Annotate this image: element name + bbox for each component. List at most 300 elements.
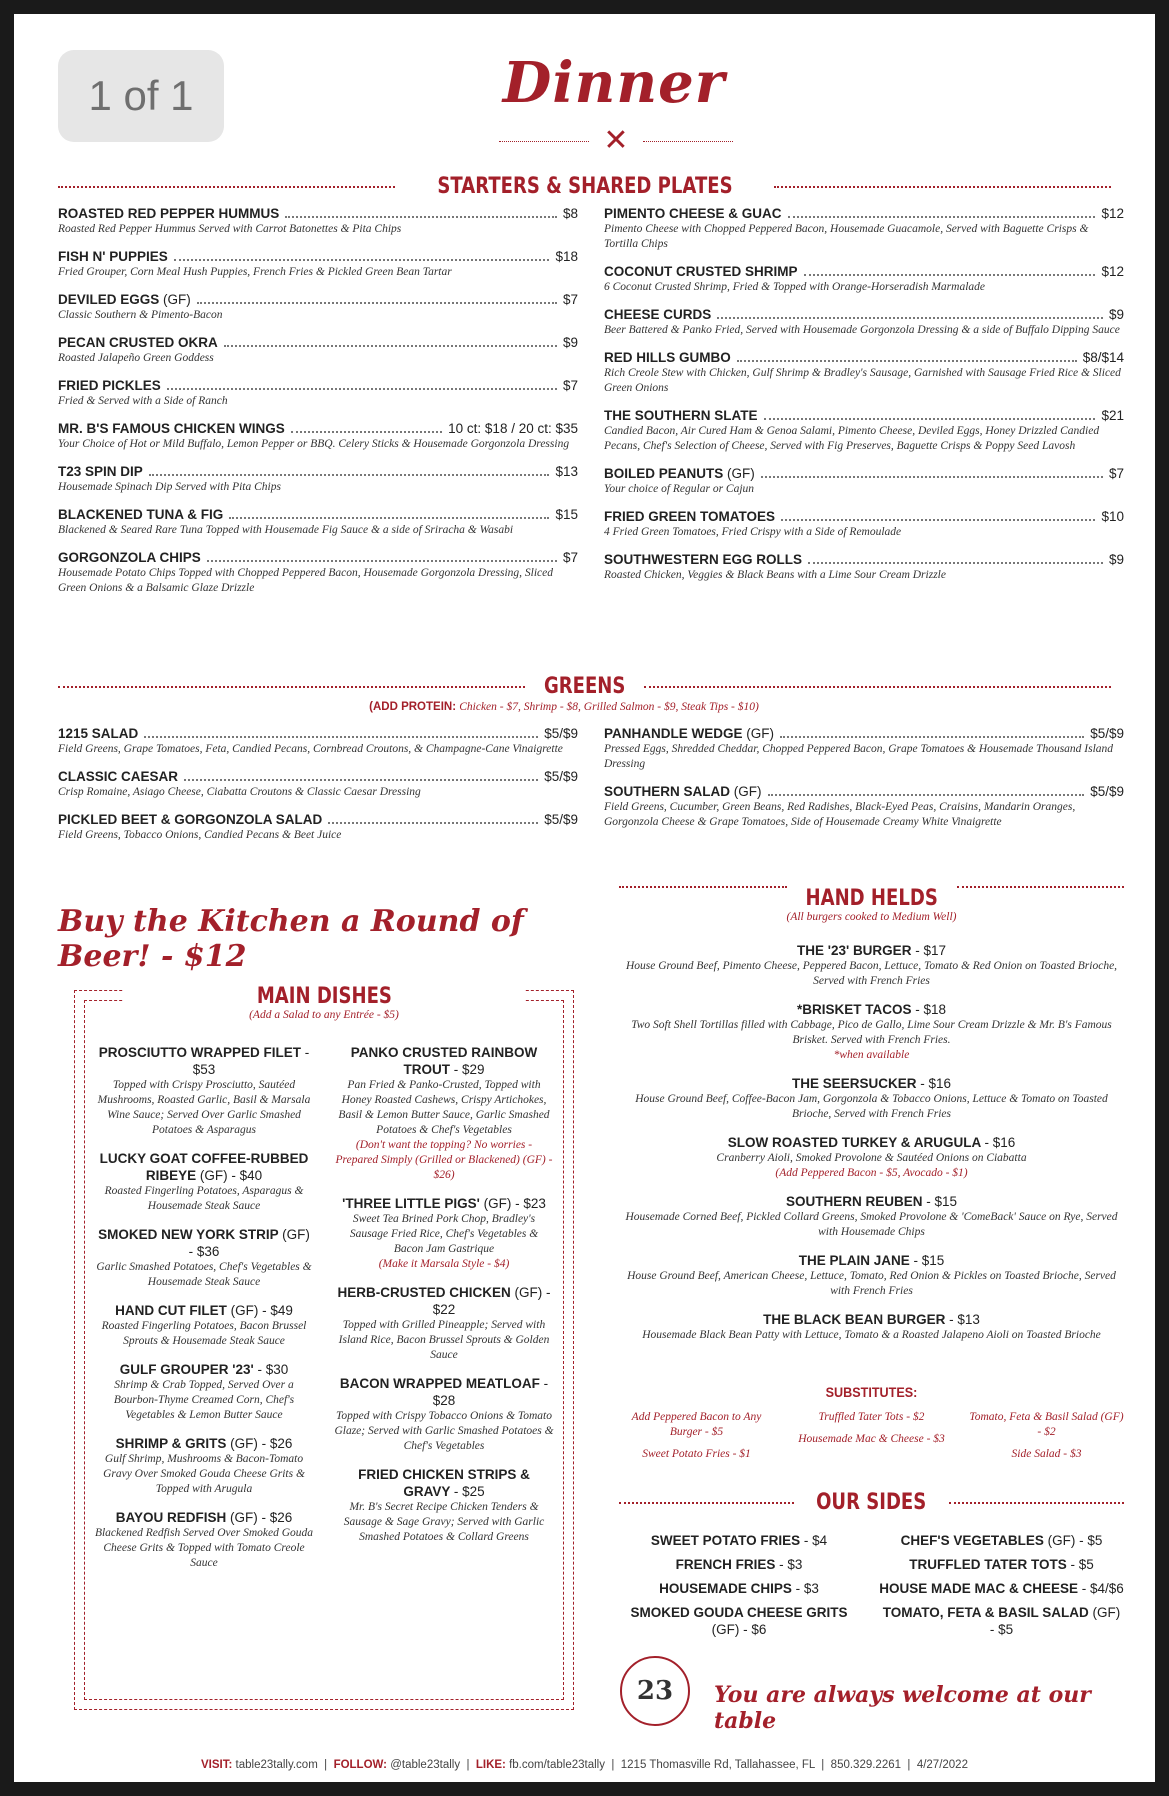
dot-leader [717,317,1103,319]
menu-item [619,1252,1124,1299]
social-handle[interactable]: @table23tally [390,1759,461,1771]
menu-item-row [58,421,578,436]
dot-leader [808,562,1103,564]
menu-item-price: $7 [562,378,578,393]
menu-item-description: Roasted Fingerling Potatoes, Bacon Brussel Sprouts & Housemade Steak Sauce [101,1320,307,1347]
menu-item-description: Topped with Crispy Prosciutto, Sautéed Mushrooms, Roasted Garlic, Basil & Marsala Wine Sauce; Served Over Garlic Smashed Potatoes & Asparagus [97,1079,311,1136]
menu-item-price: - $26 [261,1436,293,1451]
menu-item-title [334,1375,554,1409]
item-name: PECAN CRUSTED OKRA [58,335,218,350]
menu-item [619,942,1124,989]
menu-item-price: - $29 [453,1062,485,1077]
menu-item-row [58,507,578,522]
menu-item [334,1195,554,1272]
substitute-option: Add Peppered Bacon to Any Burger - $5 [631,1411,762,1438]
item-name: 1215 SALAD [58,726,139,741]
substitute-option: Truffled Tater Tots - $2 [818,1411,925,1423]
dot-leader [144,736,538,738]
side-name: HOUSEMADE CHIPS [659,1581,792,1596]
menu-item-description: Roasted Chicken, Veggies & Black Beans with a Lime Sour Cream Drizzle [604,569,946,581]
menu-item [604,466,1124,497]
menu-item [58,464,578,495]
menu-item-note: *when available [833,1049,910,1061]
menu-item-price: - $13 [949,1312,980,1327]
menu-item-price: $7 [1108,466,1124,481]
menu-item [58,812,578,843]
menu-item [58,421,578,452]
item-name: SOUTHERN SALAD [604,784,731,799]
menu-item-description: Field Greens, Grape Tomatoes, Feta, Candied Pecans, Cornbread Croutons, & Champagne-Cane Vinaigrette [58,743,563,755]
side-item [879,1556,1124,1573]
item-name: THE PLAIN JANE [798,1253,910,1268]
menu-item-price: $18 [555,249,578,264]
menu-item-price: $7 [562,292,578,307]
gluten-free-tag: (GF) [483,1196,512,1211]
menu-item-description: Pressed Eggs, Shredded Cheddar, Chopped Peppered Bacon, Grape Tomatoes & Housemade Thousand Island Dressing [604,743,1114,770]
menu-item-name [58,507,223,522]
menu-item [58,335,578,366]
menu-item-title [94,1044,314,1078]
menu-item [94,1302,314,1349]
menu-item-row [604,466,1124,481]
dot-leader [761,476,1103,478]
item-name: FRIED GREEN TOMATOES [604,509,776,524]
menu-item [94,1435,314,1497]
gluten-free-tag: (GF) [1092,1605,1121,1620]
gluten-free-tag: (GF) [746,726,775,741]
menu-item-description: Pimento Cheese with Chopped Peppered Bacon, Housemade Guacamole, Served with Baguette Crisps & Tortilla Chips [604,223,1089,250]
side-name: TOMATO, FETA & BASIL SALAD [882,1605,1089,1620]
gluten-free-tag: (GF) [199,1168,228,1183]
menu-item-title [334,1044,554,1078]
menu-item-description: House Ground Beef, Pimento Cheese, Peppered Bacon, Lettuce, Tomato & Red Onion on Toasted Brioche, Served with French Fries [625,960,1118,987]
item-name: HAND CUT FILET [115,1303,227,1318]
menu-item-description: 6 Coconut Crusted Shrimp, Fried & Topped with Orange-Horseradish Marmalade [604,281,985,293]
menu-item-description: Your choice of Regular or Cajun [604,483,755,495]
menu-item-description: Sweet Tea Brined Pork Chop, Bradley's Sausage Fried Rice, Chef's Vegetables & Bacon Jam Gastrique [349,1213,539,1255]
substitutes-col-2 [794,1410,949,1454]
starters-right-column [604,206,1124,595]
menu-item-description: Housemade Corned Beef, Pickled Collard Greens, Smoked Provolone & 'ComeBack' Sauce on Rye, Served with Housemade Chips [625,1211,1118,1238]
menu-item [58,507,578,538]
menu-item-price: $5/$9 [544,769,578,784]
menu-date: 4/27/2022 [916,1759,968,1771]
menu-item [619,1134,1124,1181]
dot-leader [197,302,557,304]
menu-item-name [58,335,218,350]
menu-item-description: Mr. B's Secret Recipe Chicken Tenders & Sausage & Sage Gravy; Served with Garlic Smashed Potatoes & Collard Greens [343,1501,545,1543]
beer-promo: Buy the Kitchen a Round of Beer! - $12 [58,904,524,974]
menu-item-description: Garlic Smashed Potatoes, Chef's Vegetables & Housemade Steak Sauce [96,1261,312,1288]
item-name: DEVILED EGGS [58,292,160,307]
menu-item [58,769,578,800]
menu-item-row [58,335,578,350]
item-name: HERB-CRUSTED CHICKEN [337,1285,511,1300]
menu-item-price: - $26 [261,1510,293,1525]
menu-item-price: $5/$9 [1090,784,1124,799]
item-name: THE SOUTHERN SLATE [604,408,758,423]
main-dishes-heading: MAIN DISHES (Add a Salad to any Entrée - $5) [124,984,524,1021]
website-link[interactable]: table23tally.com [235,1759,318,1771]
side-price: - $4 [803,1533,828,1548]
menu-item [604,264,1124,295]
starters-left-column [58,206,578,608]
dot-leader [224,345,557,347]
menu-item [604,307,1124,338]
menu-item [58,206,578,237]
menu-item-description: Beer Battered & Panko Fried, Served with Housemade Gorgonzola Dressing & a side of Buffalo Dipping Sauce [604,324,1120,336]
item-name: SHRIMP & GRITS [115,1436,227,1451]
menu-item-row [58,206,578,221]
gluten-free-tag: (GF) [230,1436,258,1451]
phone: 850.329.2261 [830,1759,902,1771]
greens-heading: GREENS [58,674,1111,699]
menu-item [604,509,1124,540]
menu-item-name [604,408,758,423]
menu-item-description: Pan Fried & Panko-Crusted, Topped with Honey Roasted Cashews, Crispy Artichokes, Basil & Lemon Butter Sauce, Garlic Smashed Potatoes & Chef's Vegetables [338,1079,550,1136]
item-name: T23 SPIN DIP [58,464,143,479]
item-name: FISH N' PUPPIES [58,249,168,264]
menu-item-description: Roasted Jalapeño Green Goddess [58,352,214,364]
side-item [879,1532,1124,1549]
item-name: SOUTHWESTERN EGG ROLLS [604,552,803,567]
menu-item [334,1284,554,1363]
menu-item [94,1150,314,1214]
side-price: - $4/$6 [1081,1581,1124,1596]
dot-leader [174,259,550,261]
menu-item [604,726,1124,772]
menu-item-description: Housemade Spinach Dip Served with Pita Chips [58,481,281,493]
menu-item-price: $9 [1108,552,1124,567]
menu-item [94,1509,314,1571]
menu-item-name [58,206,279,221]
menu-item-name [58,421,285,436]
gluten-free-tag: (GF) [733,784,762,799]
tagline: You are always welcome at our table [714,1682,1091,1734]
menu-item-price: $8 [562,206,578,221]
menu-item-row [604,726,1124,741]
item-name: MR. B'S FAMOUS CHICKEN WINGS [58,421,285,436]
side-item [619,1556,859,1573]
gluten-free-tag: (GF) [514,1285,543,1300]
menu-page [14,14,1155,1782]
menu-item [334,1044,554,1183]
substitute-option: Tomato, Feta & Basil Salad (GF) - $2 [969,1411,1124,1438]
substitutes-col-3 [969,1410,1124,1469]
menu-item-name [58,769,178,784]
menu-item-row [604,408,1124,423]
footer: VISIT: table23tally.com | FOLLOW: @table23tally | LIKE: fb.com/table23tally | 1215 Thomasville Rd, Tallahassee, FL | 850.329.2261 | 4/27/2022 [201,1759,968,1771]
menu-item-name [604,307,711,322]
menu-item-row [58,769,578,784]
menu-item-name [58,726,138,741]
menu-item-title [94,1226,314,1260]
item-name: CLASSIC CAESAR [58,769,179,784]
crossed-utensils-icon: ✕ [603,124,629,157]
menu-item-price: - $16 [984,1135,1016,1150]
menu-item-row [58,249,578,264]
menu-item-name [58,292,191,307]
side-item [619,1580,859,1597]
menu-item-price: - $25 [453,1484,485,1499]
menu-item-price: - $15 [913,1253,945,1268]
menu-item-row [604,264,1124,279]
menu-item-title [619,1075,1124,1092]
menu-item-title [619,1001,1124,1018]
menu-item-name [58,812,322,827]
main-dishes-left-column [94,1044,314,1583]
menu-item-title [334,1284,554,1318]
side-name: TRUFFLED TATER TOTS [909,1557,1067,1572]
menu-item [619,1311,1124,1343]
table-23-logo: 23 [620,1656,690,1726]
dot-leader [207,560,557,562]
menu-item [604,784,1124,830]
item-name: PICKLED BEET & GORGONZOLA SALAD [58,812,323,827]
menu-item-description: Gulf Shrimp, Mushrooms & Bacon-Tomato Gravy Over Smoked Gouda Cheese Grits & Topped with Arugula [103,1453,305,1495]
menu-item-title [619,942,1124,959]
menu-item-row [604,350,1124,365]
menu-item-title [94,1361,314,1378]
menu-item [58,292,578,323]
menu-item-price: - $15 [926,1194,958,1209]
side-item [619,1532,859,1549]
menu-item-price: - $23 [515,1196,546,1211]
item-name: 'THREE LITTLE PIGS' [342,1196,480,1211]
menu-item-price: $12 [1101,264,1124,279]
menu-item-name [58,378,161,393]
menu-item-name [604,726,774,741]
dot-leader [328,822,538,824]
dot-leader [780,736,1084,738]
item-name: THE SEERSUCKER [791,1076,917,1091]
page-indicator: 1 of 1 [58,50,224,142]
menu-item-price: - $49 [262,1303,293,1318]
menu-item-description: Cranberry Aioli, Smoked Provolone & Sautéed Onions on Ciabatta [716,1152,1027,1164]
menu-item-price: - $16 [920,1076,952,1091]
menu-item-row [58,292,578,307]
menu-item-description: Fried Grouper, Corn Meal Hush Puppies, French Fries & Pickled Green Bean Tartar [58,266,452,278]
menu-item [94,1226,314,1290]
item-name: SLOW ROASTED TURKEY & ARUGULA [727,1135,981,1150]
dot-leader [229,517,549,519]
menu-item-description: Field Greens, Cucumber, Green Beans, Red Radishes, Black-Eyed Peas, Craisins, Mandarin Oranges, Gorgonzola Cheese & Grape Tomatoes, Side of Housemade Creamy White Vinaigrette [604,801,1076,828]
item-name: COCONUT CRUSTED SHRIMP [604,264,798,279]
menu-item [604,350,1124,396]
menu-item-description: Candied Bacon, Air Cured Ham & Genoa Salami, Pimento Cheese, Deviled Eggs, Honey Drizzled Candied Pecans, Chef's Selection of Cheese, Served with Fig Preserves, Baguette Crisps & Poppy Seed Lavosh [604,425,1100,452]
starters-heading: STARTERS & SHARED PLATES [58,174,1111,199]
side-price: - $3 [795,1581,819,1596]
facebook-link[interactable]: fb.com/table23tally [509,1759,605,1771]
substitute-option: Housemade Mac & Cheese - $3 [798,1433,945,1445]
menu-item-price: $5/$9 [1090,726,1124,741]
item-name: GULF GROUPER '23' [119,1362,254,1377]
substitutes-heading: SUBSTITUTES: [825,1384,918,1400]
side-name: CHEF'S VEGETABLES [900,1533,1044,1548]
item-name: *BRISKET TACOS [796,1002,912,1017]
menu-item-description: Crisp Romaine, Asiago Cheese, Ciabatta Croutons & Classic Caesar Dressing [58,786,421,798]
gluten-free-tag: (GF) [163,292,191,307]
gluten-free-tag: (GF) [727,466,755,481]
menu-item-price: 10 ct: $18 / 20 ct: $35 [448,421,578,436]
menu-item [58,249,578,280]
main-dishes-right-column [334,1044,554,1557]
address: 1215 Thomasville Rd, Tallahassee, FL [620,1759,815,1771]
item-name: BAYOU REDFISH [115,1510,227,1525]
item-name: THE '23' BURGER [797,943,912,958]
dot-leader [184,779,538,781]
menu-item-row [58,464,578,479]
menu-item-description: House Ground Beef, Coffee-Bacon Jam, Gorgonzola & Tobacco Onions, Lettuce & Tomato on Toasted Brioche, Served with French Fries [635,1093,1108,1120]
menu-item-row [604,784,1124,799]
gluten-free-tag: (GF) [230,1303,259,1318]
menu-item-name [604,552,802,567]
menu-item-row [604,206,1124,221]
dot-leader [167,388,557,390]
dot-leader [781,519,1095,521]
item-name: SOUTHERN REUBEN [785,1194,923,1209]
menu-item-note: (Make it Marsala Style - $4) [378,1258,510,1270]
menu-item [58,726,578,757]
dot-leader [737,360,1077,362]
menu-item-price: $5/$9 [544,812,578,827]
item-name: CHEESE CURDS [604,307,712,322]
menu-item-description: Rich Creole Stew with Chicken, Gulf Shrimp & Bradley's Sausage, Garnished with Sausage Fried Rice & Sliced Green Onions [604,367,1121,394]
menu-item-title [619,1311,1124,1328]
menu-item [58,550,578,596]
menu-item-row [604,509,1124,524]
menu-item-name [604,350,731,365]
menu-item-note: (Add Peppered Bacon - $5, Avocado - $1) [775,1167,968,1179]
item-name: PIMENTO CHEESE & GUAC [604,206,782,221]
sides-left-column [619,1532,859,1645]
hand-helds-heading: HAND HELDS (All burgers cooked to Medium Well) [786,886,957,923]
side-name: SWEET POTATO FRIES [650,1533,801,1548]
menu-item-description: Roasted Red Pepper Hummus Served with Carrot Batonettes & Pita Chips [58,223,402,235]
menu-item-description: Housemade Potato Chips Topped with Chopped Peppered Bacon, Housemade Gorgonzola Dressing, Sliced Green Onions & a Balsamic Glaze Drizzle [58,567,553,594]
menu-item-price: - $36 [188,1244,220,1259]
menu-item-price: - $28 [432,1376,549,1408]
item-name: THE BLACK BEAN BURGER [763,1312,946,1327]
dot-leader [788,216,1096,218]
menu-item-name [58,550,201,565]
menu-item [94,1361,314,1423]
menu-item-description: Classic Southern & Pimento-Bacon [58,309,223,321]
menu-item-note: (Don't want the topping? No worries - Prepared Simply (Grilled or Blackened) (GF) - $26) [335,1139,553,1181]
menu-item-name [604,264,798,279]
menu-item [334,1375,554,1454]
side-name: FRENCH FRIES [675,1557,776,1572]
menu-item [94,1044,314,1138]
menu-item-price: $7 [562,550,578,565]
gluten-free-tag: (GF) [230,1510,258,1525]
substitute-option: Sweet Potato Fries - $1 [642,1448,751,1460]
menu-item-description: Roasted Fingerling Potatoes, Asparagus & Housemade Steak Sauce [104,1185,304,1212]
item-name: PROSCIUTTO WRAPPED FILET [98,1045,301,1060]
side-price: - $5 [989,1622,1014,1637]
menu-item-row [604,552,1124,567]
menu-item [58,378,578,409]
menu-item-description: Your Choice of Hot or Mild Buffalo, Lemon Pepper or BBQ. Celery Sticks & Housemade Gorgonzola Dressing [58,438,570,450]
side-price: - $5 [1070,1557,1094,1572]
dot-leader [149,474,550,476]
item-name: FRIED PICKLES [58,378,161,393]
dot-leader [285,216,557,218]
item-name: SMOKED NEW YORK STRIP [98,1227,279,1242]
item-name: BOILED PEANUTS [604,466,724,481]
menu-item-price: - $40 [231,1168,263,1183]
menu-item [604,206,1124,252]
menu-title: Dinner [502,50,726,116]
menu-item-description: Topped with Crispy Tobacco Onions & Tomato Glaze; Served with Garlic Smashed Potatoes & Chef's Vegetables [334,1410,554,1452]
menu-item-price: $21 [1101,408,1124,423]
menu-item [619,1075,1124,1122]
side-price: - $5 [1079,1533,1103,1548]
item-name: BACON WRAPPED MEATLOAF [339,1376,540,1391]
menu-item-description: Topped with Grilled Pineapple; Served with Island Rice, Bacon Brussel Sprouts & Golden Sauce [338,1319,550,1361]
greens-left-column [58,726,578,855]
menu-item-title [619,1252,1124,1269]
side-item [879,1604,1124,1638]
menu-item-name [604,509,775,524]
menu-item-description: Fried & Served with a Side of Ranch [58,395,228,407]
item-name: LUCKY GOAT COFFEE-RUBBED RIBEYE [99,1151,309,1183]
menu-item-title [334,1195,554,1212]
side-item [879,1580,1124,1597]
gluten-free-tag: (GF) [1047,1533,1076,1548]
menu-item-title [619,1193,1124,1210]
side-item [619,1604,859,1638]
menu-item-title [334,1466,554,1500]
menu-item [619,1193,1124,1240]
dot-leader [291,431,442,433]
menu-item-description: Blackened & Seared Rare Tuna Topped with Housemade Fig Sauce & a side of Sriracha & Wasabi [58,524,514,536]
menu-item-title [94,1150,314,1184]
menu-item-price: - $18 [915,1002,947,1017]
gluten-free-tag: (GF) [711,1622,740,1637]
menu-item-price: $12 [1101,206,1124,221]
menu-item-description: Housemade Black Bean Patty with Lettuce, Tomato & a Roasted Jalapeno Aioli on Toasted Brioche [642,1329,1101,1341]
side-name: HOUSE MADE MAC & CHEESE [879,1581,1078,1596]
item-name: GORGONZOLA CHIPS [58,550,201,565]
greens-right-column [604,726,1124,842]
menu-item-price: $15 [555,507,578,522]
item-name: PANKO CRUSTED RAINBOW TROUT [350,1045,538,1077]
menu-item [604,408,1124,454]
menu-item-price: $13 [555,464,578,479]
menu-item-price: $9 [1108,307,1124,322]
side-price: - $3 [779,1557,803,1572]
menu-item-price: - $53 [192,1045,310,1077]
menu-item-name [604,206,782,221]
menu-item-description: House Ground Beef, American Cheese, Lettuce, Tomato, Red Onion & Pickles on Toasted Brioche, Served with French Fries [627,1270,1116,1297]
side-price: - $6 [743,1622,767,1637]
greens-add-protein: (ADD PROTEIN: Chicken - $7, Shrimp - $8, Grilled Salmon - $9, Steak Tips - $10) [369,701,759,713]
menu-item-name [604,784,762,799]
utensils-divider [466,126,766,156]
menu-item-title [94,1435,314,1452]
substitutes-col-1 [619,1410,774,1469]
gluten-free-tag: (GF) [282,1227,310,1242]
menu-item-row [58,812,578,827]
menu-item-price: - $17 [915,943,946,958]
menu-item-name [604,466,755,481]
dot-leader [804,274,1096,276]
menu-item-row [58,550,578,565]
menu-item-row [604,307,1124,322]
item-name: BLACKENED TUNA & FIG [58,507,224,522]
menu-item-price: $5/$9 [544,726,578,741]
